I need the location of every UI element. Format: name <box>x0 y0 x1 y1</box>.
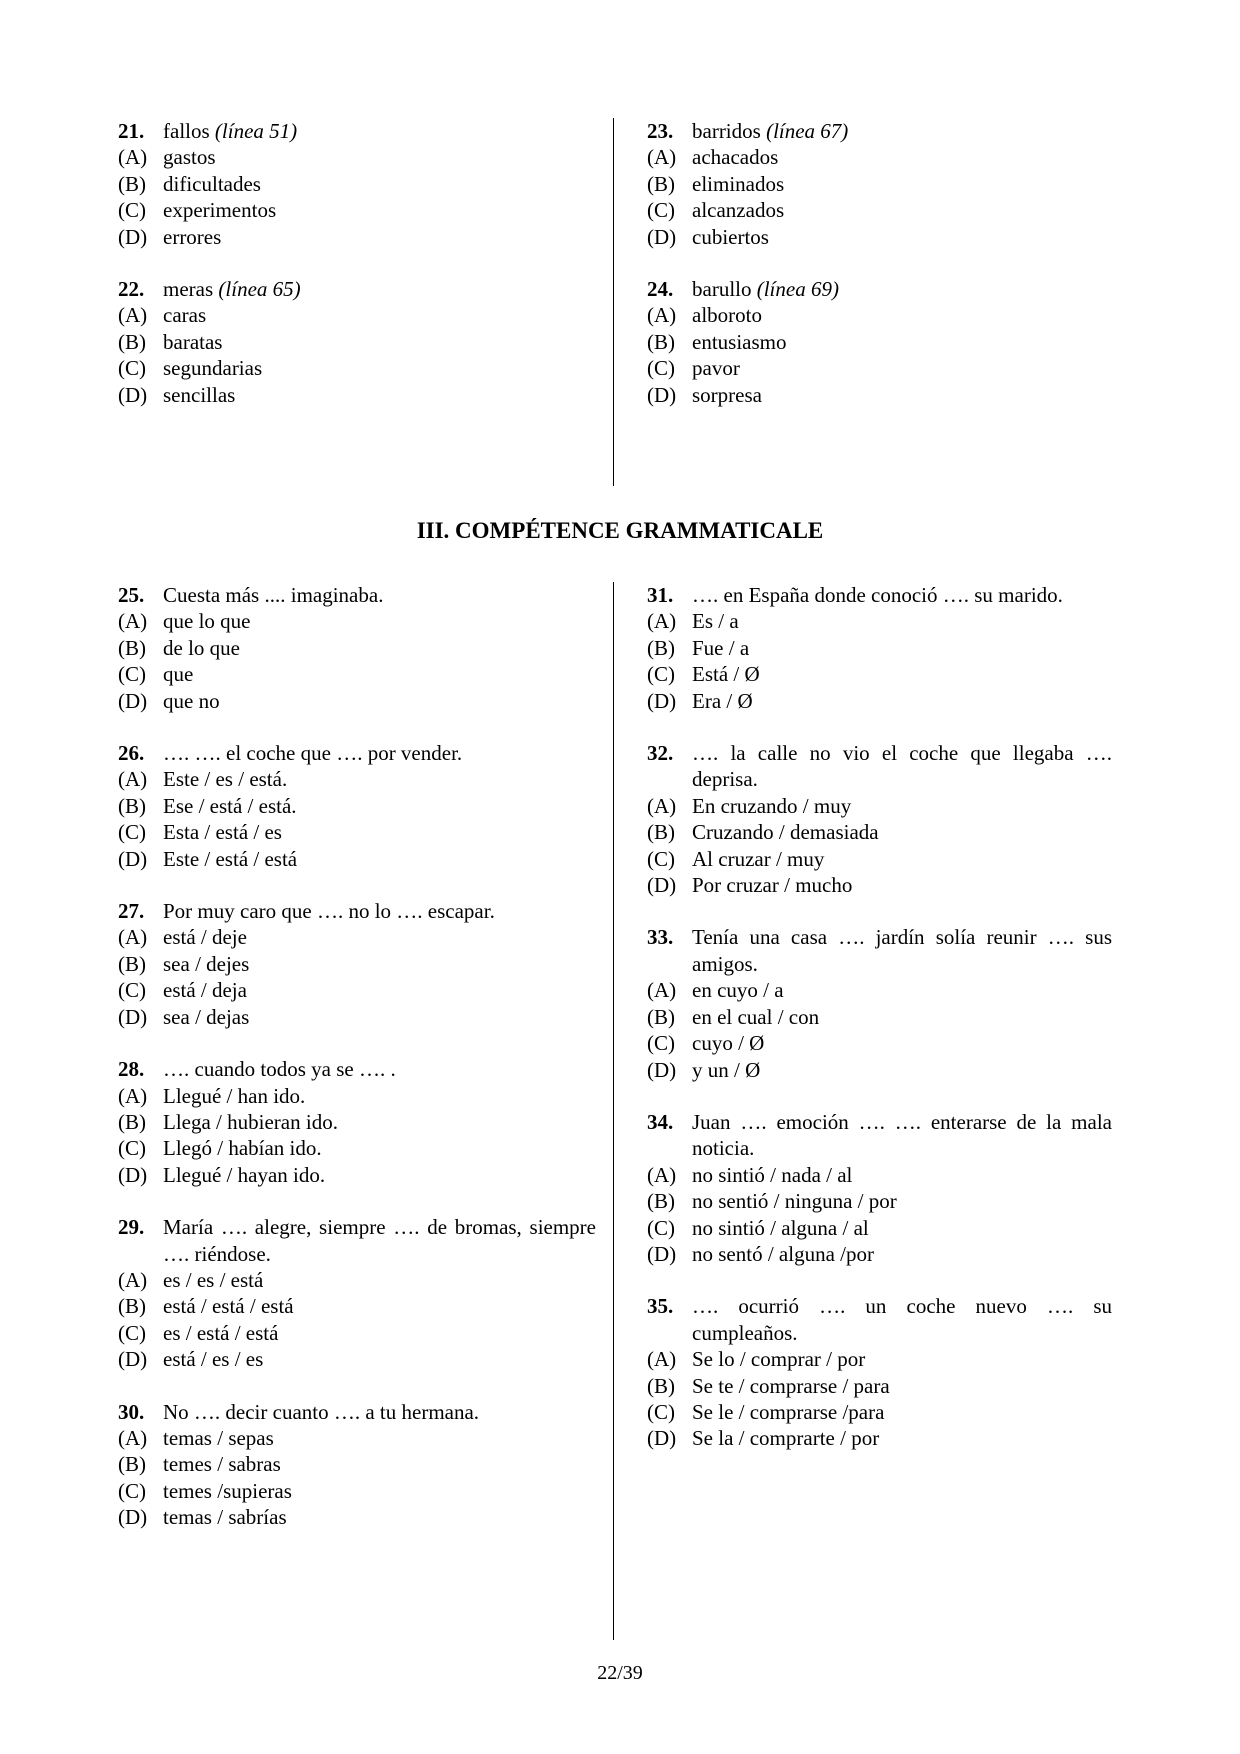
question-number: 21. <box>118 119 145 143</box>
question-number: 34. <box>647 1109 674 1134</box>
option: (B) eliminados <box>647 171 785 196</box>
line-reference: (línea 69) <box>756 277 839 302</box>
option: (B) temes / sabras <box>118 1452 281 1477</box>
question-stem: fallos <box>163 119 210 143</box>
option: (B) de lo que <box>118 635 240 660</box>
question-number: 27. <box>118 899 145 924</box>
option: (A) gastos <box>118 145 216 170</box>
option: (C) segundarias <box>118 356 263 381</box>
question-number: 28. <box>118 1057 145 1082</box>
question-24 <box>647 276 1112 408</box>
question-stem: …. la calle no vio el coche que llegaba …. deprisa. <box>692 741 1112 792</box>
option: (A) está / deje <box>118 925 247 950</box>
question-23 <box>647 118 1112 250</box>
option: (B) baratas <box>118 329 223 354</box>
question-stem: …. cuando todos ya se …. . <box>163 1057 396 1082</box>
question-stem: Cuesta más .... imaginaba. <box>163 583 384 607</box>
line-reference: (línea 67) <box>766 119 849 143</box>
question-32 <box>647 740 1112 898</box>
option: (D) sencillas <box>118 382 236 407</box>
option: (C) Está / Ø <box>647 662 760 687</box>
page-number: 22/39 <box>597 1662 643 1684</box>
question-stem: meras <box>163 277 214 302</box>
option: (C) alcanzados <box>647 198 785 223</box>
option: (A) en cuyo / a <box>647 978 784 1003</box>
question-number: 30. <box>118 1399 145 1424</box>
option: (B) Cruzando / demasiada <box>647 820 879 845</box>
option: (D) está / es / es <box>118 1347 264 1372</box>
option: (D) Llegué / hayan ido. <box>118 1162 326 1187</box>
column-divider-top <box>613 118 614 486</box>
option: (A) no sintió / nada / al <box>647 1162 853 1187</box>
option: (D) sorpresa <box>647 382 762 407</box>
question-stem: …. ocurrió …. un coche nuevo …. su cumpleaños. <box>692 1294 1112 1345</box>
option: (B) Fue / a <box>647 635 750 660</box>
option: (A) En cruzando / muy <box>647 793 852 818</box>
question-number: 32. <box>647 741 674 766</box>
option: (B) dificultades <box>118 171 261 196</box>
question-33 <box>647 924 1112 1082</box>
option: (A) que lo que <box>118 609 251 634</box>
question-number: 23. <box>647 119 674 143</box>
option: (C) temes /supieras <box>118 1478 292 1503</box>
option: (D) Era / Ø <box>647 688 753 713</box>
question-stem: Por muy caro que …. no lo …. escapar. <box>163 899 495 924</box>
option: (D) y un / Ø <box>647 1057 761 1082</box>
section-heading: III. COMPÉTENCE GRAMMATICALE <box>416 518 824 543</box>
option: (B) en el cual / con <box>647 1004 820 1029</box>
question-25 <box>118 582 596 714</box>
option: (C) no sintió / alguna / al <box>647 1215 869 1240</box>
question-number: 33. <box>647 925 674 950</box>
option: (C) Al cruzar / muy <box>647 846 825 871</box>
option: (C) que <box>118 662 194 687</box>
option: (A) temas / sepas <box>118 1425 274 1450</box>
question-number: 26. <box>118 741 145 766</box>
option: (B) sea / dejes <box>118 951 250 976</box>
option: (A) es / es / está <box>118 1267 264 1292</box>
question-stem: barullo <box>692 277 752 302</box>
grammar-left-column <box>118 582 596 1557</box>
vocab-right-column <box>647 118 1112 434</box>
option: (B) no sentió / ninguna / por <box>647 1189 897 1214</box>
column-divider-bottom <box>613 582 614 1640</box>
question-stem: Juan …. emoción …. …. enterarse de la mala noticia. <box>692 1109 1112 1161</box>
option: (D) temas / sabrías <box>118 1505 287 1530</box>
option: (A) Se lo / comprar / por <box>647 1347 866 1372</box>
option: (D) Se la / comprarte / por <box>647 1426 880 1451</box>
option: (C) pavor <box>647 356 740 381</box>
option: (A) Este / es / está. <box>118 767 288 792</box>
option: (C) Llegó / habían ido. <box>118 1136 322 1161</box>
vocab-left-column <box>118 118 596 434</box>
question-number: 25. <box>118 583 145 607</box>
option: (D) errores <box>118 224 222 249</box>
option: (A) Es / a <box>647 609 739 634</box>
question-stem: …. …. el coche que …. por vender. <box>163 741 463 766</box>
grammar-right-column <box>647 582 1112 1478</box>
option: (D) Por cruzar / mucho <box>647 873 853 898</box>
question-number: 35. <box>647 1294 674 1319</box>
option: (B) está / está / está <box>118 1294 294 1319</box>
line-reference: (línea 65) <box>218 277 301 302</box>
option: (C) Esta / está / es <box>118 820 282 845</box>
option: (B) Se te / comprarse / para <box>647 1373 890 1398</box>
question-stem: Tenía una casa …. jardín solía reunir …. sus amigos. <box>692 925 1112 976</box>
option: (B) entusiasmo <box>647 329 787 354</box>
question-stem: …. en España donde conoció …. su marido. <box>692 583 1063 607</box>
question-stem: No …. decir cuanto …. a tu hermana. <box>163 1399 480 1424</box>
question-34 <box>647 1109 1112 1267</box>
question-28 <box>118 1056 596 1188</box>
question-22 <box>118 276 596 408</box>
option: (D) sea / dejas <box>118 1004 250 1029</box>
option: (A) caras <box>118 303 207 328</box>
option: (A) alboroto <box>647 303 762 328</box>
question-29 <box>118 1214 596 1372</box>
question-number: 24. <box>647 277 674 302</box>
question-27 <box>118 898 596 1030</box>
line-reference: (línea 51) <box>214 119 298 143</box>
question-stem: barridos <box>692 119 761 143</box>
option: (C) está / deja <box>118 978 247 1003</box>
option: (B) Llega / hubieran ido. <box>118 1109 338 1134</box>
question-21 <box>118 118 596 250</box>
question-number: 31. <box>647 583 674 607</box>
option: (C) Se le / comprarse /para <box>647 1399 885 1424</box>
option: (A) Llegué / han ido. <box>118 1083 306 1108</box>
question-35 <box>647 1293 1112 1451</box>
option: (D) cubiertos <box>647 224 769 249</box>
question-31 <box>647 582 1112 714</box>
question-stem: María …. alegre, siempre …. de bromas, siempre …. riéndose. <box>163 1215 596 1266</box>
question-number: 29. <box>118 1215 145 1240</box>
option: (C) cuyo / Ø <box>647 1031 765 1056</box>
option: (B) Ese / está / está. <box>118 793 297 818</box>
option: (C) experimentos <box>118 198 277 223</box>
option: (A) achacados <box>647 145 779 170</box>
question-30 <box>118 1399 596 1531</box>
option: (D) Este / está / está <box>118 846 298 871</box>
question-number: 22. <box>118 277 145 302</box>
option: (D) no sentó / alguna /por <box>647 1241 874 1266</box>
option: (C) es / está / está <box>118 1320 279 1345</box>
option: (D) que no <box>118 688 220 713</box>
question-26 <box>118 740 596 872</box>
